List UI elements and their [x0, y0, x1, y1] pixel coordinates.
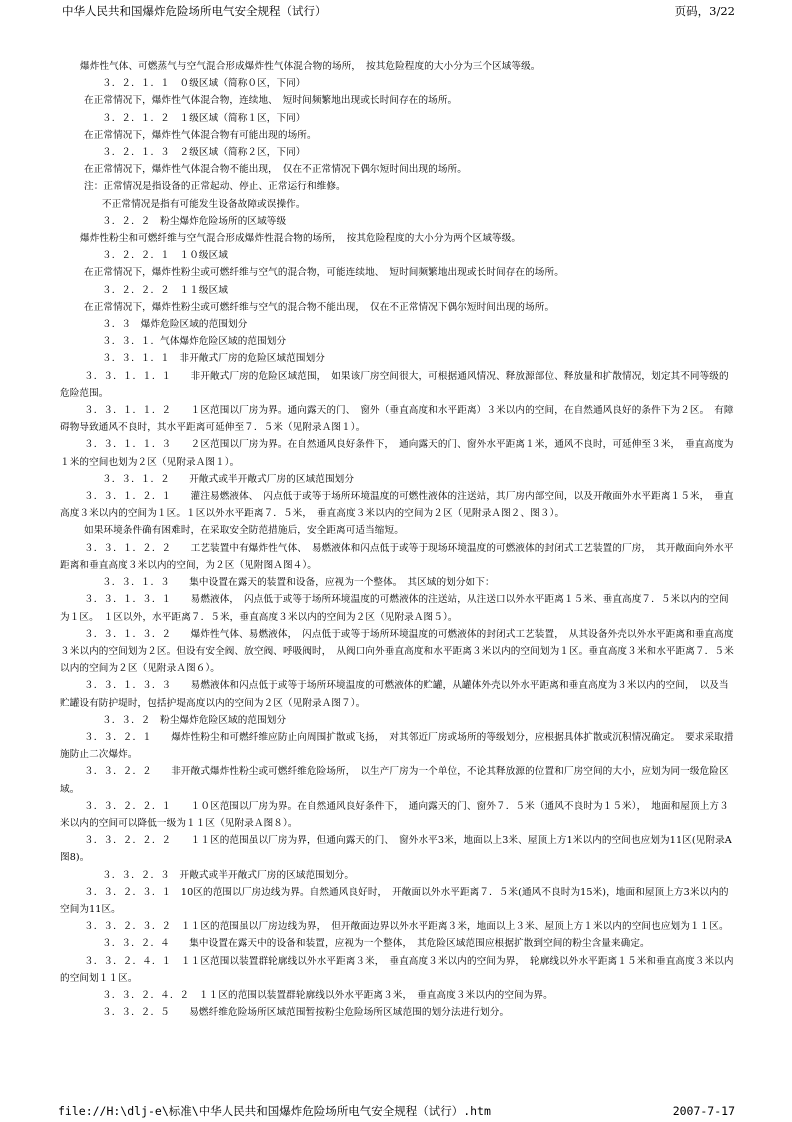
- paragraph: ３．３．２．５ 易燃纤维危险场所区域范围暂按粉尘危险场所区域范围的划分法进行划分。: [102, 1007, 510, 1019]
- note: 不正常情况是指有可能发生设备故障或误操作。: [102, 198, 306, 210]
- section-heading: ３．２．２ 粉尘爆炸危险场所的区域等级: [102, 215, 287, 227]
- section-heading: ３．２．２．２ １１级区域: [102, 284, 229, 296]
- section-heading: ３．２．２．１ １０级区域: [102, 250, 229, 262]
- paragraph: 爆炸性粉尘和可燃纤维与空气混合形成爆炸性混合物的场所， 按其危险程度的大小分为两个区域等级。: [80, 233, 522, 245]
- section-heading: ３．３．１．气体爆炸危险区域的范围划分: [102, 336, 287, 348]
- file-path: file://H:\dlj-e\标准\中华人民共和国爆炸危险场所电气安全规程（试行）.htm: [58, 1104, 491, 1118]
- paragraph: ３．３．１．１．３ ２区范围以厂房为界。在自然通风良好条件下， 通向露天的门、窗外水平距离１米，通风不良时，可延伸至３米， 垂直高度为１米的空间也划为２区（见附录Ａ图１）。: [60, 439, 734, 468]
- paragraph: 在正常情况下，爆炸性气体混合物有可能出现的场所。: [84, 129, 317, 141]
- paragraph: 爆炸性气体、可燃蒸气与空气混合形成爆炸性气体混合物的场所， 按其危险程度的大小分为三个区域等级。: [80, 61, 541, 72]
- document-title: 中华人民共和国爆炸危险场所电气安全规程（试行）: [62, 4, 327, 18]
- paragraph: 在正常情况下，爆炸性粉尘或可燃纤维与空气的混合物不能出现， 仅在不正常情况下偶尔短时间出现的场所。: [84, 301, 555, 313]
- section-heading: ３．３ 爆炸危险区域的范围划分: [102, 319, 248, 331]
- section-heading: ３．３．１．１ 非开敞式厂房的危险区域范围划分: [102, 353, 325, 365]
- paragraph: ３．３．１．２．１ 灌注易燃液体、 闪点低于或等于场所环境温度的可燃性液体的注送站，其厂房内部空间，以及开敞面外水平距离１５米， 垂直高度３米以内的空间为１区。１区以外水平距离７．５米， 垂直高度３米以内的空间为２区（见附录Ａ图２、图３）。: [60, 491, 734, 520]
- paragraph: ３．３．２．４．１ １１区范围以装置群轮廓线以外水平距离３米， 垂直高度３米以内的空间为界， 轮廓线以外水平距离１５米和垂直高度３米以内的空间划１１区。: [60, 955, 734, 984]
- page-number: 页码，3/22: [674, 4, 735, 18]
- paragraph: ３．３．２．３．２ １１区的范围虽以厂房边线为界， 但开敞面边界以外水平距离３米，地面以上３米、屋顶上方１米以内的空间也应划为１１区。: [84, 921, 729, 933]
- note: 注：正常情况是指设备的正常起动、停止、正常运行和维修。: [84, 181, 346, 193]
- paragraph: ３．３．２．２ 非开敞式爆炸性粉尘或可燃纤维危险场所， 以生产厂房为一个单位，不论其释放源的位置和厂房空间的大小，应划为同一级危险区域。: [60, 766, 729, 795]
- paragraph: 在正常情况下，爆炸性粉尘或可燃纤维与空气的混合物，可能连续地、 短时间频繁地出现或长时间存在的场所。: [84, 267, 564, 279]
- section-heading: ３．２．１．３ ２级区域（简称２区，下同）: [102, 147, 306, 159]
- section-heading: ３．３．１．３ 集中设置在露天的装置和设备，应视为一个整体。 其区域的划分如下：: [102, 577, 495, 589]
- paragraph: ３．３．２．３．１ 10区的范围以厂房边线为界。自然通风良好时， 开敞面以外水平距离７．５米(通风不良时为15米)，地面和屋顶上方3米以内的空间为11区。: [60, 886, 729, 915]
- paragraph: ３．３．２．４．２ １１区的范围以装置群轮廓线以外水平距离３米， 垂直高度３米以内的空间为界。: [102, 989, 553, 1001]
- paragraph: ３．３．１．２．２ 工艺装置中有爆炸性气体、 易燃液体和闪点低于或等于现场环境温度的可燃液体的封闭式工艺装置的厂房， 其开敞面向外水平距离和垂直高度３米以内的空间，为２区（见附图Ａ图４）。: [60, 542, 734, 571]
- paragraph: ３．３．２．２．２ １１区的范围虽以厂房为界，但通向露天的门、 窗外水平3米，地面以上3米、屋顶上方1米以内的空间也应划为11区(见附录A图8)。: [60, 835, 732, 864]
- paragraph: ３．３．２．４ 集中设置在露天中的设备和装置，应视为一个整体， 其危险区域范围应根据扩散到空间的粉尘含量来确定。: [102, 938, 650, 950]
- page-header: [62, 3, 735, 19]
- paragraph: ３．３．１．３．１ 易燃液体， 闪点低于或等于场所环境温度的可燃液体的注送站，从注送口以外水平距离１５米、垂直高度７．５米以内的空间为１区。 １区以外，水平距离７．５米，垂直高度３米以内的空间为２区（见附录Ａ图５）。: [60, 594, 729, 623]
- document-body: [60, 58, 736, 1021]
- section-heading: ３．２．１．２ １级区域（简称１区，下同）: [102, 112, 306, 124]
- paragraph: ３．３．１．１．１ 非开敞式厂房的危险区域范围， 如果该厂房空间很大，可根据通风情况、释放源部位、释放量和扩散情况，划定其不同等级的危险范围。: [60, 370, 729, 399]
- section-heading: ３．２．１．１ ０级区域（简称０区，下同）: [102, 78, 306, 90]
- paragraph: 在正常情况下，爆炸性气体混合物，连续地、 短时间频繁地出现或长时间存在的场所。: [84, 95, 458, 107]
- paragraph: 在正常情况下，爆炸性气体混合物不能出现， 仅在不正常情况下偶尔短时间出现的场所。: [84, 164, 467, 176]
- paragraph: ３．３．１．３．２ 爆炸性气体、易燃液体， 闪点低于或等于场所环境温度的可燃液体的封闭式工艺装置， 从其设备外壳以外水平距离和垂直高度３米以内的空间划为２区。但设有安全阀、放空阀、呼吸阀时， 从阀口向外垂直高度和水平距离３米以内的空间划为１区。垂直高度３米和水平距离７．５米以内的空间为２区（见附录Ａ图６）。: [60, 628, 734, 675]
- paragraph: ３．３．１．１．２ １区范围以厂房为界。通向露天的门、 窗外（垂直高度和水平距离）３米以内的空间，在自然通风良好的条件下为２区。 有障碍物导致通风不良时，其水平距离可延伸至７．５米（见附录Ａ图１）。: [60, 405, 734, 434]
- page-footer: [58, 1103, 735, 1119]
- section-heading: ３．３．２．３ 开敞式或半开敞式厂房的区域范围划分。: [102, 869, 355, 881]
- paragraph: 如果环境条件确有困难时，在采取安全防范措施后，安全距离可适当缩短。: [84, 525, 404, 537]
- paragraph: ３．３．２．２．１ １０区范围以厂房为界。在自然通风良好条件下， 通向露天的门、窗外７．５米（通风不良时为１５米）， 地面和屋顶上方３米以内的空间可以降低一级为１１区（见附录Ａ图８）。: [60, 800, 729, 829]
- print-date: 2007-7-17: [672, 1104, 735, 1118]
- section-heading: ３．３．１．２ 开敞式或半开敞式厂房的区域范围划分: [102, 473, 355, 485]
- section-heading: ３．３．２ 粉尘爆炸危险区域的范围划分: [102, 714, 287, 726]
- paragraph: ３．３．２．１ 爆炸性粉尘和可燃纤维应防止向周围扩散或飞扬， 对其邻近厂房或场所的等级划分，应根据具体扩散或沉积情况确定。 要求采取措施防止二次爆炸。: [60, 731, 734, 761]
- paragraph: ３．３．１．３．３ 易燃液体和闪点低于或等于场所环境温度的可燃液体的贮罐，从罐体外壳以外水平距离和垂直高度为３米以内的空间， 以及当贮罐设有防护堤时，包括护堤高度以内的空间为２区（见附录Ａ图７）。: [60, 680, 729, 709]
